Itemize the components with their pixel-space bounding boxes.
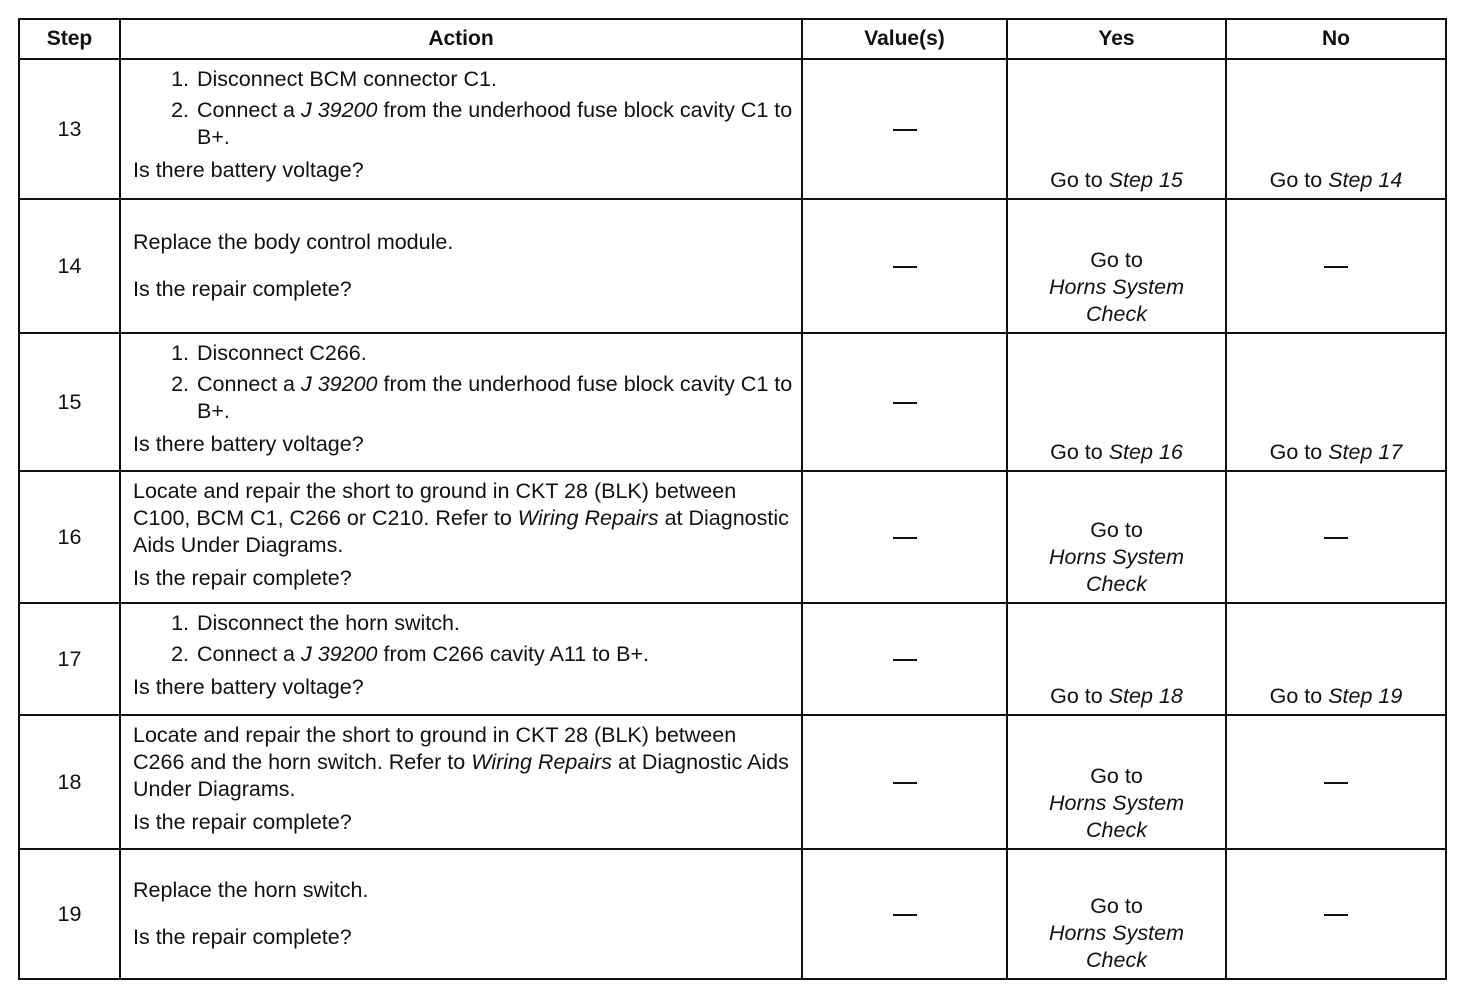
yes-cell: Go to Horns System Check <box>1007 199 1226 333</box>
yes-cell: Go to Horns System Check <box>1007 471 1226 603</box>
value-cell <box>802 59 1007 199</box>
no-link[interactable]: Step 19 <box>1328 684 1403 709</box>
list-item: 1. Disconnect BCM connector C1. <box>171 67 497 91</box>
action-cell: Replace the body control module. Is the repair complete? <box>120 199 802 333</box>
value-cell <box>802 471 1007 603</box>
no-cell: Go to Step 14 <box>1226 59 1446 199</box>
reference-link[interactable]: Wiring Repairs <box>517 505 659 530</box>
no-cell: Go to Step 19 <box>1226 603 1446 715</box>
header-action: Action <box>120 19 802 59</box>
dash <box>893 402 917 404</box>
question: Is the repair complete? <box>133 925 352 949</box>
header-yes: Yes <box>1007 19 1226 59</box>
table-row <box>19 333 1446 471</box>
header-row <box>19 19 1446 59</box>
dash <box>893 659 917 661</box>
dash <box>1324 914 1348 916</box>
question: Is there battery voltage? <box>133 431 364 456</box>
action-cell <box>120 333 802 471</box>
reference-link[interactable]: Wiring Repairs <box>471 749 613 774</box>
list-item: 1. Disconnect C266. <box>171 341 367 365</box>
value-cell <box>802 603 1007 715</box>
no-cell <box>1226 471 1446 603</box>
step-number: 13 <box>19 59 120 199</box>
list-item: 1. Disconnect the horn switch. <box>171 611 460 635</box>
question: Is there battery voltage? <box>133 674 364 699</box>
yes-link[interactable]: Step 15 <box>1108 168 1183 193</box>
tool-name: J 39200 <box>300 371 378 396</box>
step-number: 15 <box>19 333 120 471</box>
dash <box>893 914 917 916</box>
step-number: 17 <box>19 603 120 715</box>
value-cell <box>802 199 1007 333</box>
tool-name: J 39200 <box>300 641 378 666</box>
value-cell <box>802 849 1007 979</box>
yes-link[interactable]: Horns System Check <box>1048 921 1184 973</box>
list-item: 2. Connect a J 39200 from C266 cavity A11 to B+. <box>171 641 649 666</box>
yes-link[interactable]: Step 18 <box>1108 684 1183 709</box>
table-row <box>19 715 1446 849</box>
dash <box>893 537 917 539</box>
value-cell <box>802 333 1007 471</box>
yes-link[interactable]: Horns System Check <box>1048 791 1184 843</box>
dash <box>1324 537 1348 539</box>
no-cell <box>1226 715 1446 849</box>
table-row <box>19 199 1446 333</box>
table-row <box>19 59 1446 199</box>
tool-name: J 39200 <box>300 97 378 122</box>
action-cell: Replace the horn switch. Is the repair complete? <box>120 849 802 979</box>
question: Is the repair complete? <box>133 809 352 834</box>
header-no: No <box>1226 19 1446 59</box>
action-cell <box>120 59 802 199</box>
table-row <box>19 849 1446 979</box>
question: Is the repair complete? <box>133 277 352 301</box>
no-cell <box>1226 849 1446 979</box>
dash <box>893 782 917 784</box>
no-link[interactable]: Step 14 <box>1328 168 1403 193</box>
diagnostic-table <box>18 18 1447 980</box>
yes-link[interactable]: Horns System Check <box>1048 545 1184 597</box>
list-item: 2. Connect a J 39200 from the underhood fuse block cavity C1 to B+. <box>171 97 793 149</box>
yes-cell: Go to Step 15 <box>1007 59 1226 199</box>
dash <box>1324 266 1348 268</box>
header-values: Value(s) <box>802 19 1007 59</box>
yes-cell: Go to Step 16 <box>1007 333 1226 471</box>
step-number: 19 <box>19 849 120 979</box>
dash <box>893 129 917 131</box>
action-cell: Locate and repair the short to ground in CKT 28 (BLK) between C100, BCM C1, C266 or C210. Refer to Wiring Repairs at Diagnostic Aids Under Diagrams. Is the repair complete? <box>120 471 802 603</box>
step-number: 18 <box>19 715 120 849</box>
dash <box>1324 782 1348 784</box>
value-cell <box>802 715 1007 849</box>
yes-link[interactable]: Horns System Check <box>1048 275 1184 327</box>
step-number: 14 <box>19 199 120 333</box>
yes-cell: Go to Horns System Check <box>1007 715 1226 849</box>
step-number: 16 <box>19 471 120 603</box>
question: Is the repair complete? <box>133 565 352 590</box>
yes-cell: Go to Horns System Check <box>1007 849 1226 979</box>
question: Is there battery voltage? <box>133 157 364 182</box>
table-row <box>19 471 1446 603</box>
action-cell <box>120 603 802 715</box>
table-row <box>19 603 1446 715</box>
yes-link[interactable]: Step 16 <box>1108 440 1183 465</box>
action-cell: Locate and repair the short to ground in CKT 28 (BLK) between C266 and the horn switch. Refer to Wiring Repairs at Diagnostic Aids Under Diagrams. Is the repair complete? <box>120 715 802 849</box>
header-step: Step <box>19 19 120 59</box>
list-item: 2. Connect a J 39200 from the underhood fuse block cavity C1 to B+. <box>171 371 793 423</box>
no-cell: Go to Step 17 <box>1226 333 1446 471</box>
yes-cell: Go to Step 18 <box>1007 603 1226 715</box>
no-link[interactable]: Step 17 <box>1328 440 1403 465</box>
dash <box>893 266 917 268</box>
no-cell <box>1226 199 1446 333</box>
